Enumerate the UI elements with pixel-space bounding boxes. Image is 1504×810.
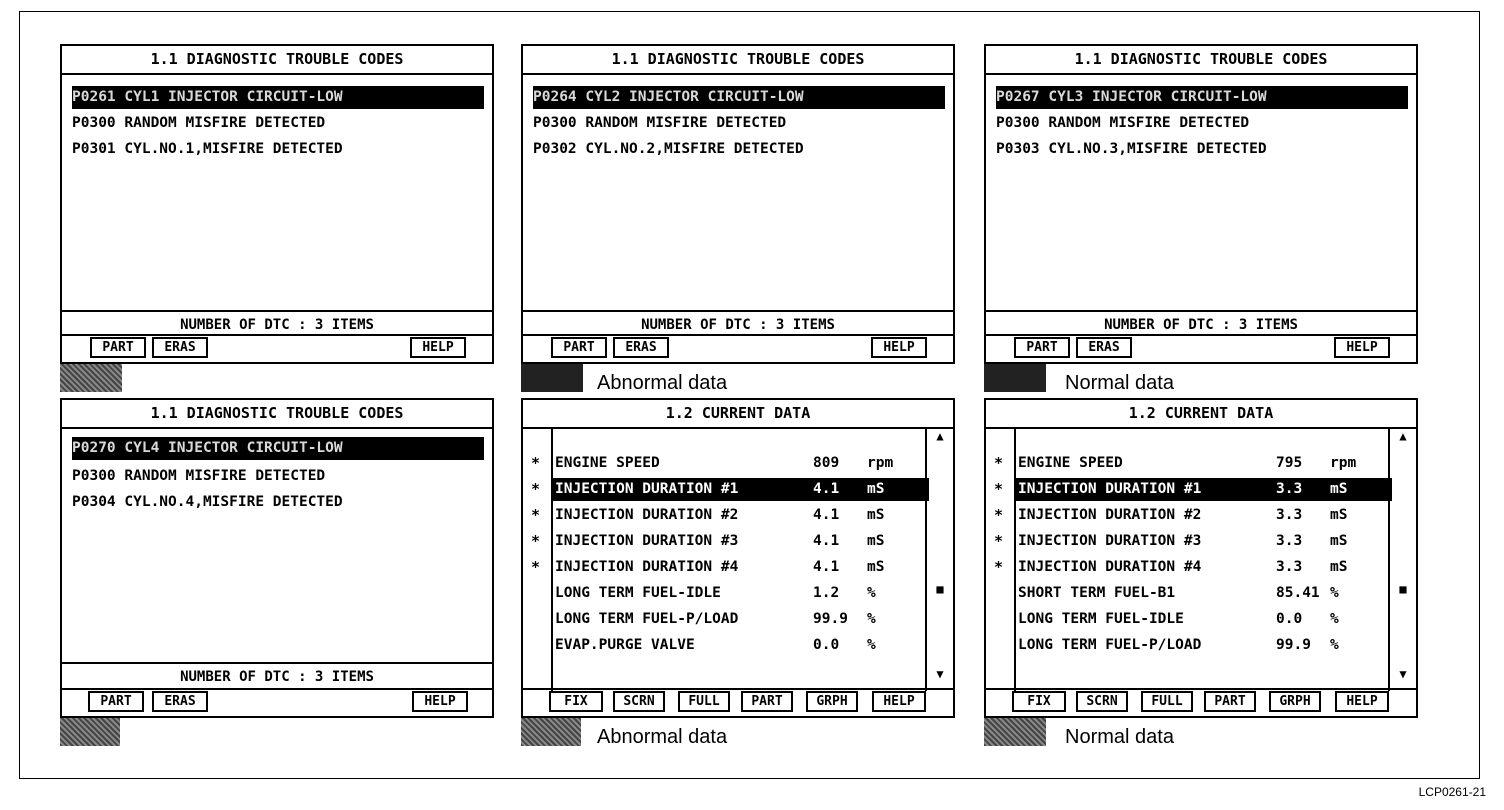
scroll-thumb-icon[interactable]: ■ — [1399, 582, 1407, 596]
scrn-button[interactable]: SCRN — [613, 691, 665, 712]
dtc-screen-1 — [60, 44, 494, 364]
eras-button[interactable]: ERAS — [1076, 337, 1132, 358]
help-button[interactable]: HELP — [412, 691, 468, 712]
data-unit: % — [867, 611, 876, 627]
dtc-screen-3 — [984, 44, 1418, 364]
dtc-screen-4 — [60, 398, 494, 718]
current-data-screen-abnormal — [521, 398, 955, 718]
data-value: 3.3 — [1276, 507, 1303, 523]
scrollbar[interactable] — [925, 427, 953, 691]
data-label: INJECTION DURATION #3 — [1018, 533, 1202, 549]
data-unit: mS — [1330, 481, 1348, 497]
data-label: SHORT TERM FUEL-B1 — [1018, 585, 1176, 601]
dtc-count: NUMBER OF DTC : 3 ITEMS — [523, 310, 953, 338]
data-value: 809 — [813, 455, 840, 471]
data-value: 4.1 — [813, 481, 840, 497]
button-bar — [62, 688, 492, 716]
data-value: 1.2 — [813, 585, 840, 601]
data-label: INJECTION DURATION #4 — [555, 559, 739, 575]
data-value: 3.3 — [1276, 533, 1303, 549]
eras-button[interactable]: ERAS — [152, 337, 208, 358]
eras-button[interactable]: ERAS — [613, 337, 669, 358]
button-bar — [986, 334, 1416, 362]
fixed-marker-icon: * — [994, 532, 1004, 550]
scrollbar[interactable] — [1388, 427, 1416, 691]
indicator-block — [984, 364, 1046, 392]
data-label: ENGINE SPEED — [1018, 455, 1123, 471]
fixed-marker-icon: * — [994, 506, 1004, 524]
part-button[interactable]: PART — [88, 691, 144, 712]
data-unit: % — [867, 637, 876, 653]
dtc-line[interactable]: P0303 CYL.NO.3,MISFIRE DETECTED — [996, 141, 1267, 157]
fixed-marker-icon: * — [531, 532, 541, 550]
data-label: INJECTION DURATION #4 — [1018, 559, 1202, 575]
data-value: 795 — [1276, 455, 1303, 471]
data-row[interactable] — [531, 530, 929, 553]
screen-title: 1.1 DIAGNOSTIC TROUBLE CODES — [62, 400, 492, 429]
part-button[interactable]: PART — [1014, 337, 1070, 358]
data-value: 3.3 — [1276, 559, 1303, 575]
dtc-line[interactable]: P0300 RANDOM MISFIRE DETECTED — [996, 115, 1250, 131]
part-button[interactable]: PART — [90, 337, 146, 358]
screen-title: 1.2 CURRENT DATA — [523, 400, 953, 429]
indicator-block — [521, 718, 581, 746]
dtc-line-selected[interactable]: P0270 CYL4 INJECTOR CIRCUIT-LOW — [72, 437, 484, 460]
caption-abnormal: Abnormal data — [597, 372, 728, 394]
indicator-block — [984, 718, 1046, 746]
dtc-line-selected[interactable]: P0264 CYL2 INJECTOR CIRCUIT-LOW — [533, 86, 945, 109]
help-button[interactable]: HELP — [1335, 691, 1389, 712]
eras-button[interactable]: ERAS — [152, 691, 208, 712]
data-row[interactable] — [553, 582, 929, 605]
dtc-line[interactable]: P0302 CYL.NO.2,MISFIRE DETECTED — [533, 141, 804, 157]
dtc-line[interactable]: P0304 CYL.NO.4,MISFIRE DETECTED — [72, 494, 343, 510]
dtc-screen-2 — [521, 44, 955, 364]
caption-normal: Normal data — [1065, 726, 1174, 748]
data-unit: mS — [867, 559, 885, 575]
grph-button[interactable]: GRPH — [806, 691, 858, 712]
help-button[interactable]: HELP — [872, 691, 926, 712]
data-row[interactable] — [531, 556, 929, 579]
help-button[interactable]: HELP — [410, 337, 466, 358]
data-label: LONG TERM FUEL-IDLE — [555, 585, 721, 601]
button-bar — [986, 688, 1416, 716]
data-row[interactable] — [994, 530, 1392, 553]
fixed-marker-icon: * — [994, 454, 1004, 472]
data-label: INJECTION DURATION #1 — [555, 481, 739, 497]
help-button[interactable]: HELP — [1334, 337, 1390, 358]
part-button[interactable]: PART — [741, 691, 793, 712]
full-button[interactable]: FULL — [678, 691, 730, 712]
data-value: 3.3 — [1276, 481, 1303, 497]
fixed-marker-icon: * — [531, 506, 541, 524]
dtc-line[interactable]: P0300 RANDOM MISFIRE DETECTED — [72, 468, 326, 484]
data-value: 0.0 — [813, 637, 840, 653]
dtc-line-selected[interactable]: P0261 CYL1 INJECTOR CIRCUIT-LOW — [72, 86, 484, 109]
data-label: INJECTION DURATION #2 — [1018, 507, 1202, 523]
data-value: 4.1 — [813, 533, 840, 549]
data-unit: mS — [867, 533, 885, 549]
data-value: 0.0 — [1276, 611, 1303, 627]
data-label: LONG TERM FUEL-P/LOAD — [555, 611, 739, 627]
data-unit: rpm — [867, 455, 894, 471]
data-row[interactable] — [531, 478, 929, 501]
scroll-up-icon[interactable]: ▲ — [936, 429, 944, 443]
indicator-block — [60, 718, 120, 746]
data-unit: % — [1330, 585, 1339, 601]
screen-title: 1.2 CURRENT DATA — [986, 400, 1416, 429]
help-button[interactable]: HELP — [871, 337, 927, 358]
caption-normal: Normal data — [1065, 372, 1174, 394]
screen-title: 1.1 DIAGNOSTIC TROUBLE CODES — [62, 46, 492, 75]
data-row[interactable] — [553, 634, 929, 657]
data-unit: % — [867, 585, 876, 601]
fixed-marker-icon: * — [531, 558, 541, 576]
grph-button[interactable]: GRPH — [1269, 691, 1321, 712]
data-label: LONG TERM FUEL-P/LOAD — [1018, 637, 1202, 653]
data-row[interactable] — [1016, 608, 1392, 631]
fix-button[interactable]: FIX — [1012, 691, 1066, 712]
dtc-line[interactable]: P0301 CYL.NO.1,MISFIRE DETECTED — [72, 141, 343, 157]
dtc-count: NUMBER OF DTC : 3 ITEMS — [986, 310, 1416, 338]
dtc-count: NUMBER OF DTC : 3 ITEMS — [62, 662, 492, 690]
data-value: 4.1 — [813, 507, 840, 523]
data-row[interactable] — [553, 608, 929, 631]
scroll-thumb-icon[interactable]: ■ — [936, 582, 944, 596]
button-bar — [62, 334, 492, 362]
figure-reference-code: LCP0261-21 — [1418, 785, 1486, 799]
fixed-marker-icon: * — [531, 454, 541, 472]
data-row[interactable] — [994, 452, 1392, 475]
data-value: 99.9 — [1276, 637, 1311, 653]
indicator-block — [521, 364, 583, 392]
part-button[interactable]: PART — [1204, 691, 1256, 712]
data-unit: mS — [867, 507, 885, 523]
data-row[interactable] — [994, 504, 1392, 527]
data-row[interactable] — [1016, 582, 1392, 605]
data-row[interactable] — [1016, 634, 1392, 657]
data-label: INJECTION DURATION #2 — [555, 507, 739, 523]
scroll-up-icon[interactable]: ▲ — [1399, 429, 1407, 443]
data-value: 85.41 — [1276, 585, 1320, 601]
screen-title: 1.1 DIAGNOSTIC TROUBLE CODES — [986, 46, 1416, 75]
data-label: LONG TERM FUEL-IDLE — [1018, 611, 1184, 627]
data-unit: mS — [1330, 533, 1348, 549]
data-row[interactable] — [531, 452, 929, 475]
data-unit: rpm — [1330, 455, 1357, 471]
scroll-down-icon[interactable]: ▼ — [936, 667, 944, 681]
caption-abnormal: Abnormal data — [597, 726, 728, 748]
fixed-marker-icon: * — [994, 558, 1004, 576]
data-label: INJECTION DURATION #1 — [1018, 481, 1202, 497]
data-value: 4.1 — [813, 559, 840, 575]
scrn-button[interactable]: SCRN — [1076, 691, 1128, 712]
fixed-marker-icon: * — [994, 480, 1004, 498]
dtc-line[interactable]: P0300 RANDOM MISFIRE DETECTED — [533, 115, 787, 131]
full-button[interactable]: FULL — [1141, 691, 1193, 712]
screen-title: 1.1 DIAGNOSTIC TROUBLE CODES — [523, 46, 953, 75]
dtc-line-selected[interactable]: P0267 CYL3 INJECTOR CIRCUIT-LOW — [996, 86, 1408, 109]
indicator-block — [60, 364, 122, 392]
current-data-screen-normal — [984, 398, 1418, 718]
data-unit: mS — [1330, 507, 1348, 523]
dtc-line[interactable]: P0300 RANDOM MISFIRE DETECTED — [72, 115, 326, 131]
data-unit: % — [1330, 637, 1339, 653]
scroll-down-icon[interactable]: ▼ — [1399, 667, 1407, 681]
button-bar — [523, 688, 953, 716]
data-row[interactable] — [994, 556, 1392, 579]
part-button[interactable]: PART — [551, 337, 607, 358]
dtc-count: NUMBER OF DTC : 3 ITEMS — [62, 310, 492, 338]
data-label: EVAP.PURGE VALVE — [555, 637, 695, 653]
fixed-marker-icon: * — [531, 480, 541, 498]
data-unit: mS — [867, 481, 885, 497]
data-label: INJECTION DURATION #3 — [555, 533, 739, 549]
data-row[interactable] — [994, 478, 1392, 501]
data-value: 99.9 — [813, 611, 848, 627]
data-label: ENGINE SPEED — [555, 455, 660, 471]
data-unit: mS — [1330, 559, 1348, 575]
button-bar — [523, 334, 953, 362]
data-row[interactable] — [531, 504, 929, 527]
fix-button[interactable]: FIX — [549, 691, 603, 712]
data-unit: % — [1330, 611, 1339, 627]
